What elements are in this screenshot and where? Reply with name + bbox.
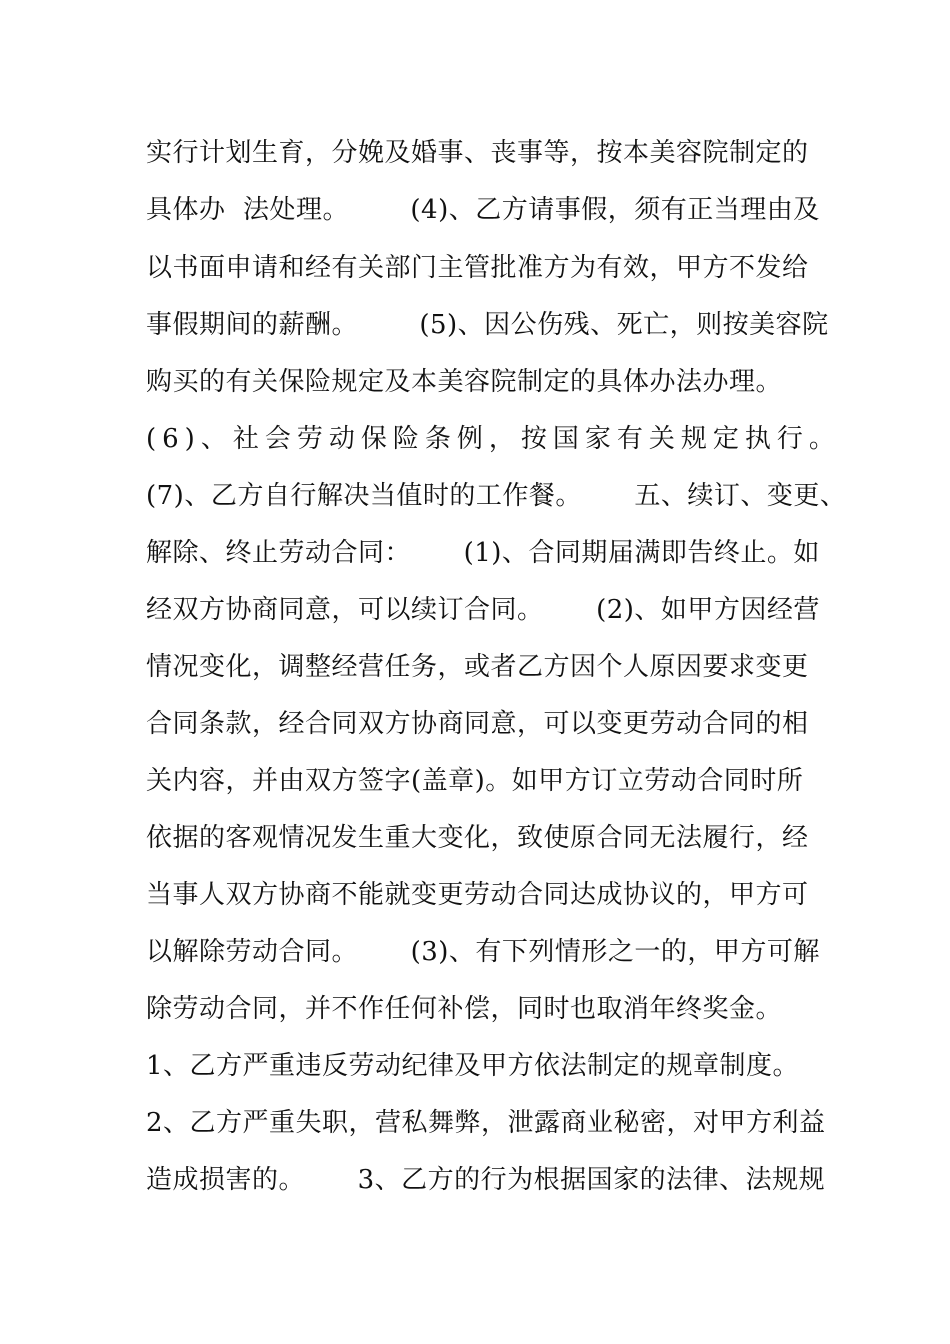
- text-line: (6)、社会劳动保险条例，按国家有关规定执行。: [146, 424, 841, 454]
- text-line: 解除、终止劳动合同： (1)、合同期届满即告终止。如: [146, 538, 820, 568]
- text-line: 依据的客观情况发生重大变化，致使原合同无法履行，经: [146, 823, 809, 853]
- text-line: 关内容，并由双方签字(盖章)。如甲方订立劳动合同时所: [146, 766, 804, 796]
- text-line: 经双方协商同意，可以续订合同。 (2)、如甲方因经营: [146, 595, 820, 625]
- text-line: 1、乙方严重违反劳动纪律及甲方依法制定的规章制度。: [146, 1051, 800, 1081]
- text-line: 造成损害的。 3、乙方的行为根据国家的法律、法规规: [146, 1165, 826, 1195]
- text-line: 事假期间的薪酬。 (5)、因公伤残、死亡，则按美容院: [146, 310, 829, 340]
- text-line: 实行计划生育，分娩及婚事、丧事等，按本美容院制定的: [146, 138, 809, 168]
- text-line: 2、乙方严重失职，营私舞弊，泄露商业秘密，对甲方利益: [146, 1108, 826, 1138]
- text-line: 以解除劳动合同。 (3)、有下列情形之一的，甲方可解: [146, 937, 820, 967]
- text-line: 以书面申请和经有关部门主管批准方为有效，甲方不发给: [146, 253, 809, 283]
- text-line: 合同条款，经合同双方协商同意，可以变更劳动合同的相: [146, 709, 809, 739]
- text-line: 具体办 法处理。 (4)、乙方请事假，须有正当理由及: [146, 195, 820, 225]
- text-line: 当事人双方协商不能就变更劳动合同达成协议的，甲方可: [146, 880, 809, 910]
- text-line: 购买的有关保险规定及本美容院制定的具体办法办理。: [146, 367, 783, 397]
- text-line: 除劳动合同，并不作任何补偿，同时也取消年终奖金。: [146, 994, 783, 1024]
- text-line: 情况变化，调整经营任务，或者乙方因个人原因要求变更: [146, 652, 809, 682]
- text-line: (7)、乙方自行解决当值时的工作餐。 五、续订、变更、: [146, 481, 847, 511]
